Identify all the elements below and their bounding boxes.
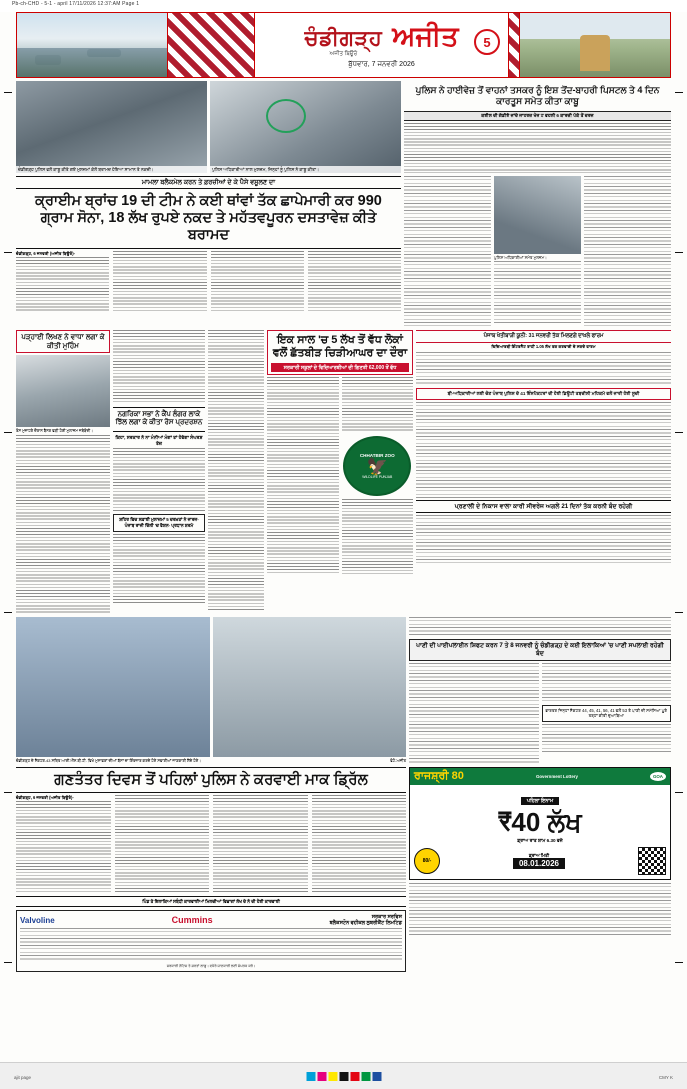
center-box-headline: ਇਕ ਸਾਲ 'ਚ 5 ਲੱਖ ਤੋਂ ਵੱਧ ਲੋਕਾਂ ਵਲੋਂ ਛੱਤਬੀੜ ਚਿੜੀਆਘਰ ਦਾ ਦੌਰਾ bbox=[272, 334, 408, 360]
print-registration-bar bbox=[0, 1062, 687, 1089]
top-photo-left-caption: ਚੰਡੀਗੜ੍ਹ ਪੁਲਿਸ ਵਲੋਂ ਕਾਬੂ ਕੀਤੇ ਗਏ ਮੁਲਜ਼ਮਾਂ ਕੋਲੋਂ ਬਰਾਮਦ ਹੋਇਆ ਸਾਮਾਨ ਤੇ ਨਕਦੀ। bbox=[16, 166, 207, 174]
lottery-state-code: GOA bbox=[650, 772, 666, 781]
bus-photo-caption: ਚੰਡੀਗੜ੍ਹ ਦੇ ਸੈਕਟਰ-43 ਸਥਿਤ ਆਈ.ਐੱਸ.ਬੀ.ਟੀ. ਵਿਖੇ ਮੁਸਾਫਰਾਂ ਦੀਆਂ ਬੱਸਾਂ ਦਾ ਇੰਤਜ਼ਾਰ ਕਰਦੇ ਹੋਏ ਸਵਾਰੀਆਂ ਜਾਣਕਾਰੀ ਲੈਂਦੇ ਹੋਏ। bbox=[16, 758, 201, 764]
bus-photo-right bbox=[213, 617, 407, 757]
bottom-headline: ਗਣਤੰਤਰ ਦਿਵਸ ਤੋਂ ਪਹਿਲਾਂ ਪੁਲਿਸ ਨੇ ਕਰਵਾਈ ਮਾਕ ਡ੍ਰਿੱਲ bbox=[54, 771, 368, 789]
mid-story-2-subhead: ਕਿਹਾ, ਸਰਕਾਰ ਨੇ ਨਾ ਮੰਨੀਆਂ ਮੰਗਾਂ ਤਾਂ ਹੋਵੇਗਾ ਸੰਘਰਸ਼ ਤੇਜ਼ bbox=[115, 434, 203, 446]
lottery-subheader: Government Lottery bbox=[535, 774, 578, 780]
lottery-price-badge: 80/- bbox=[414, 848, 440, 874]
masthead-pattern-right bbox=[508, 13, 520, 77]
page-body bbox=[0, 12, 687, 1063]
right-story3-headline: ਪ੍ਰਣਾਲੀ ਦੇ ਨਿਕਾਸ ਵਾਲਾ ਕਾਰੀ ਸੀਵਰੇਜ ਅਗਲੇ 21 ਦਿਨਾਂ ਤੱਕ ਕਰਨੀ ਬੰਦ ਰਹੇਗੀ bbox=[454, 502, 633, 510]
lottery-prize-label: ਪਹਿਲਾ ਇਨਾਮ bbox=[521, 797, 559, 805]
right-top-headline: ਪੁਲਿਸ ਨੇ ਹਾਈਵੇਜ਼ ਤੋਂ ਵਾਹਨਾਂ ਤਸਕਰ ਨੂੰ ਇਸ਼ ਤੋਂਦ-ਬਾਹਰੀ ਪਿਸਟਲ ਤੇ 4 ਦਿਨ ਕਾਰਤੂਸ ਸਮੇਤ ਕੀਤਾ ਕਾਬੂ bbox=[415, 85, 660, 107]
top-photo-left bbox=[16, 81, 207, 173]
ad-note: ਸਰਕਾਰੀ ਨੋਟਿਸ ਤੇ ਸ਼ਰਤਾਂ ਲਾਗੂ। ਵਧੇਰੇ ਜਾਣਕਾਰੀ ਲਈ ਸੰਪਰਕ ਕਰੋ। bbox=[166, 964, 256, 969]
bottom-footer-line: ਪਿੰਡ ਤੇ ਇਲਾਕਿਆਂ ਸਬੰਧੀ ਕਾਰਵਾਈਆਂ ਮਿਲਦੀਆਂ ਵਿਭਾਗਾਂ ਲੱਖ ਦੇ ਨੇ ਦੀ ਹੋਈ ਕਾਰਵਾਈ bbox=[142, 899, 280, 905]
mid-story-2-headline: ਨਗਰਿਕਾ ਸਭਾ ਨੇ ਕੈਂਪ ਲੰਗਰ ਲਾਕੇ ਝਿੱਲ ਲਗਾ ਕੇ ਕੀਤਾ ਰੋਸ ਪ੍ਰਦਰਸ਼ਨ bbox=[115, 411, 203, 427]
protest-photo bbox=[16, 355, 110, 427]
cmyk-color-bar bbox=[306, 1072, 381, 1081]
protest-photo-caption: ਰੋਸ ਮੁਜ਼ਾਹਰੇ ਦੌਰਾਨ ਬੈਨਰ ਫੜੀ ਹੋਈ ਮੁਲਾਜ਼ਮ ਜਥੇਬੰਦੀ। bbox=[16, 428, 93, 434]
highlight-circle bbox=[266, 99, 306, 133]
ad-lottery bbox=[409, 767, 671, 880]
center-box-subbar: ਸਰਕਾਰੀ ਸਕੂਲਾਂ ਦੇ ਵਿਦਿਆਰਥੀਆਂ ਦੀ ਗਿਣਤੀ 62,000 ਤੋਂ ਵੱਧ bbox=[271, 363, 409, 372]
ad-title: ਬਲੈਕਸਟੋਨ ਵਹੀਕਲ ਲੁਬਰੀਕੈਂਟ ਲਿਮਟਿਡ bbox=[329, 920, 402, 927]
mid-story-3-box: ਸ਼ਹਿਰ ਵਿਚ ਸਫ਼ਾਈ ਮੁਲਾਜ਼ਮਾਂ 5 ਦਰਖ਼ਤਾਂ ਨੇ ਜਾਰਜ-ਪੰਜਾਬ ਰਾਜੀ ਦਿੱਲੀ 'ਚ ਫੈਸ਼ਨ- ਪ੍ਰਧਾਨ ਸ਼ਰਮੇ bbox=[119, 517, 199, 528]
masthead-center bbox=[255, 13, 508, 77]
masthead-pattern-left bbox=[167, 13, 255, 77]
ad-company: ਸਰਕਾਰ ਸਰਵਿਸ bbox=[371, 914, 402, 921]
lottery-prize-amount: ₹40 ਲੱਖ bbox=[498, 807, 582, 838]
print-slug-text: Pb-ch-CHD - 5-1 - april 17/11/2026 12:37:AM Page 1 bbox=[12, 1, 140, 7]
lead-kicker: ਮਾਮਲਾ ਬਲੈਕਮੇਲ ਕਰਨ ਤੇ ਫ਼ਰਜ਼ੀਆਂ ਦੇ ਕੇ ਪੈਸੇ ਵਸੂਲਣ ਦਾ bbox=[141, 179, 276, 186]
masthead-title: ਅਜੀਤ bbox=[392, 20, 459, 51]
print-footer-left: ajit page bbox=[14, 1075, 32, 1080]
masthead-date: ਬੁੱਧਵਾਰ, 7 ਜਨਵਰੀ 2026 bbox=[348, 60, 415, 68]
lottery-draw-date: 08.01.2026 bbox=[513, 858, 565, 869]
print-footer-right: CMY K bbox=[658, 1075, 673, 1080]
right-story4-headline: ਪਾਣੀ ਦੀ ਪਾਈਪਲਾਈਨ ਸ਼ਿਫਟ ਕਰਨ 7 ਤੇ 8 ਜਨਵਰੀ ਨੂੰ ਚੰਡੀਗੜ੍ਹ ਦੇ ਕਈ ਇਲਾਕਿਆਂ 'ਚ ਪਾਣੀ ਸਪਲਾਈ ਰਹੇਗੀ ਬੰਦ bbox=[416, 642, 664, 658]
lottery-draw-label: ਡ੍ਰਾਅ ਮਿਤੀ bbox=[528, 853, 550, 859]
left-margin bbox=[0, 12, 16, 1063]
bus-photo-left bbox=[16, 617, 210, 757]
masthead-city-sub: ਅਜੀਤ ਬਿਊਰੋ bbox=[329, 50, 358, 57]
page-content: ਚੰਡੀਗੜ੍ਹ ਅਜੀਤ ਬਿਊਰੋ ਅਜੀਤ ਬੁੱਧਵਾਰ, 7 ਜਨਵਰੀ 2026 5 ਚੰਡੀਗੜ੍ਹ ਪੁਲਿਸ ਵਲੋਂ ਕਾਬੂ ਕੀਤੇ ਗਏ ਮੁਲਜ਼ਮਾਂ ਕੋਲੋਂ ਬਰਾਮਦ ਹੋਇਆ ਸਾਮਾਨ ਤੇ ਨਕਦੀ। ਪੁਲਿਸ ਅਧਿਕਾਰੀਆਂ ਨਾਲ ਮੁਲਜ਼ਮ, ਜਿਨ੍ਹਾਂ ਨੂੰ ਪੁਲਿਸ ਨੇ ਕਾਬੂ ਕੀਤਾ। ਪੁਲਿਸ ਨੇ ਹਾਈਵੇਜ਼ ਤੋਂ ਵਾਹਨਾਂ ਤਸਕਰ ਨੂੰ ਇਸ਼ ਤੋਂਦ-ਬਾਹਰੀ ਪਿਸਟਲ ਤੇ 4 ਦਿਨ ਕਾਰਤੂਸ ਸਮੇਤ ਕੀਤਾ ਕਾਬੂ ਕਈਲ ਦੀ ਗੱਡੀਏ ਜਾਂਦੇ ਜਾਹਰਜ਼ ਖੋਜ ਟ ਵਹਲੀ 6 ਕਾਰਜ਼ੀ ਪੱਕੇ ਤੋਂ ਦਰਜ ਮਾਮਲਾ ਬਲੈਕਮੇਲ ਕਰਨ ਤੇ ਫ਼ਰਜ਼ੀਆਂ ਦੇ ਕੇ ਪੈਸੇ ਵਸੂਲਣ ਦਾ ਕ੍ਰਾਈਮ ਬ੍ਰਾਂਚ 19 ਦੀ ਟੀਮ ਨੇ ਕਈ ਥਾਂਵਾਂ ਤੱਕ ਛਾਪੇਮਾਰੀ ਕਰ 990 ਗ੍ਰਾਮ ਸੋਨਾ, 18 ਲੱਖ ਰੁਪਏ ਨਕਦ ਤੇ ਮਹੱਤਵਪੂਰਨ ਦਸਤਾਵੇਜ਼ ਕੀਤੇ ਬਰਾਮਦ ਚੰਡੀਗੜ੍ਹ, 6 ਜਨਵਰੀ (ਅਜੀਤ ਬਿਊਰੋ)- ਪੁਲਿਸ ਅਧਿਕਾਰੀਆਂ ਸਮੇਤ ਮੁਲਜ਼ਮ। ਪੜ੍ਹਾਈ ਲਿਖਣ ਨੇ ਵਾਧਾ ਲਗਾ ਕੇ ਕੀਤੀ ਮੁਹਿੰਮ ਰੋਸ ਮੁਜ਼ਾਹਰੇ ਦੌਰਾਨ ਬੈਨਰ ਫੜੀ ਹੋਈ ਮੁਲਾਜ਼ਮ ਜਥੇਬੰਦੀ। ਨਗਰਿਕਾ ਸਭਾ ਨੇ ਕੈਂਪ ਲੰਗਰ ਲਾਕੇ ਝਿੱਲ ਲਗਾ ਕੇ ਕੀਤਾ ਰੋਸ ਪ੍ਰਦਰਸ਼ਨ ਕਿਹਾ, ਸਰਕਾਰ ਨੇ ਨਾ ਮੰਨੀਆਂ ਮੰਗਾਂ ਤਾਂ ਹੋਵੇਗਾ ਸੰਘਰਸ਼ ਤੇਜ਼ ਸ਼ਹਿਰ ਵਿਚ ਸਫ਼ਾਈ ਮੁਲਾਜ਼ਮਾਂ 5 ਦਰਖ਼ਤਾਂ ਨੇ ਜਾਰਜ-ਪੰਜਾਬ ਰਾਜੀ ਦਿੱਲੀ 'ਚ ਫੈਸ਼ਨ- ਪ੍ਰਧਾਨ ਸ਼ਰਮੇ ਇਕ ਸਾਲ 'ਚ 5 ਲੱਖ ਤੋਂ ਵੱਧ ਲੋਕਾਂ ਵਲੋਂ ਛੱਤਬੀੜ ਚਿੜੀਆਘਰ ਦਾ ਦੌਰਾ ਸਰਕਾਰੀ ਸਕੂਲਾਂ ਦੇ ਵਿਦਿਆਰਥੀਆਂ ਦੀ ਗਿਣਤੀ 62,000 ਤੋਂ ਵੱਧ CHHATBIR ZOO 🦅 WILDLIFE PUNJAB ਪੰਜਾਬ ਖੇਤੀਬਾੜੀ ਯੂਨੀ: 31 ਜਨਵਰੀ ਤੱਕ ਮਿਲਣਗੇ ਦਾਖ਼ਲੇ ਫਾਰਮ ਵਿਦਿਆਰਥੀ ਇੰਟਰਨੈੱਟ ਰਾਹੀਂ 1.05 ਲੱਖ ਤਕ ਕਰਵਾਈ ਦੇ ਸਕਦੇ ਫਾਰਮ ਬੀ-ਅਧਿਕਾਰੀਆਂ ਲਈ ਚੋਣ ਪੰਜਾਬ ਪੁਲਿਸ ਦੇ 41 ਇੰਸਪੈਕਟਰਾਂ ਦੀ ਹੋਈ ਡਿਊਟੀ ਤਬਦੀਲੀ ਮਹਿਕਮੇ ਵਲੋਂ ਜਾਰੀ ਹੋਈ ਸੂਚੀ ਪ੍ਰਣਾਲੀ ਦੇ ਨਿਕਾਸ ਵਾਲਾ ਕਾਰੀ ਸੀਵਰੇਜ ਅਗਲੇ 21 ਦਿਨਾਂ ਤੱਕ ਕਰਨੀ ਬੰਦ ਰਹੇਗੀ ਚੰਡੀਗੜ੍ਹ ਦੇ ਸੈਕਟਰ-43 ਸਥਿਤ ਆਈ.ਐੱਸ.ਬੀ.ਟੀ. ਵਿਖੇ ਮੁਸਾਫਰਾਂ ਦੀਆਂ ਬੱਸਾਂ ਦਾ ਇੰਤਜ਼ਾਰ ਕਰਦੇ ਹੋਏ ਸਵਾਰੀਆਂ ਜਾਣਕਾਰੀ ਲੈਂਦੇ ਹੋਏ। ਫੋਟੋ-ਅਜੀਤ ਪਾਣੀ ਦੀ ਪਾਈਪਲਾਈਨ ਸ਼ਿਫਟ ਕਰਨ 7 ਤੇ 8 ਜਨਵਰੀ ਨੂੰ ਚੰਡੀਗੜ੍ਹ ਦੇ ਕਈ ਇਲਾਕਿਆਂ 'ਚ ਪਾਣੀ ਸਪਲਾਈ ਰਹੇਗੀ ਬੰਦ ਭਾਰਤਰ ਜਿਨ੍ਹਾਂ ਸੈਕਟਰ 44, 45, 41, 56, 41 ਵਲੋਂ 53 ਤੇ ਪਾਣੀ ਦੀ ਸਮੱਸਿਆ ਪੂਰੇ ਤਰ੍ਹਾਂ ਕੀਤੀ ਦੁਆਬਿਆ ਗਣਤੰਤਰ ਦਿਵਸ ਤੋਂ ਪਹਿਲਾਂ ਪੁਲਿਸ ਨੇ ਕਰਵਾਈ ਮਾਕ ਡ੍ਰਿੱਲ ਚੰਡੀਗੜ੍ਹ, 6 ਜਨਵਰੀ (ਅਜੀਤ ਬਿਊਰੋ)- ਪਿੰਡ ਤੇ ਇਲਾਕਿਆਂ ਸਬੰਧੀ ਕਾਰਵਾਈਆਂ ਮਿਲਦੀਆਂ ਵਿਭਾਗਾਂ ਲੱਖ ਦੇ ਨੇ ਦੀ ਹੋਈ ਕਾਰਵਾਈ Valvoline Cummins ਸਰਕਾਰ ਸਰਵਿਸ ਬਲੈਕਸਟੋਨ ਵਹੀਕਲ ਲੁਬਰੀਕੈਂਟ ਲਿਮਟਿਡ ਸਰਕਾਰੀ ਨੋਟਿਸ ਤੇ ਸ਼ਰਤਾਂ ਲਾਗੂ। ਵਧੇਰੇ ਜਾਣਕਾਰੀ ਲਈ ਸੰਪਰਕ ਕਰੋ। ਰਾਜਸ਼੍ਰੀ 80 Government Lottery GOA ਪਹਿਲਾ ਇਨਾਮ ₹40 ਲੱਖ ਡ੍ਰਾਅ ਰਾਤ ਸ਼ਾਮ 6.30 ਵਜੇ 80/- ਡ੍ਰਾਅ ਮਿਤੀ 08.01.2026 bbox=[16, 12, 671, 1063]
mid-left-headline: ਪੜ੍ਹਾਈ ਲਿਖਣ ਨੇ ਵਾਧਾ ਲਗਾ ਕੇ ਕੀਤੀ ਮੁਹਿੰਮ bbox=[21, 332, 105, 350]
right-mid-note: ਭਾਰਤਰ ਜਿਨ੍ਹਾਂ ਸੈਕਟਰ 44, 45, 41, 56, 41 ਵਲੋਂ 53 ਤੇ ਪਾਣੀ ਦੀ ਸਮੱਸਿਆ ਪੂਰੇ ਤਰ੍ਹਾਂ ਕੀਤੀ ਦੁਆਬਿਆ bbox=[545, 707, 667, 719]
page-number-badge: 5 bbox=[474, 29, 500, 55]
bus-photo-credit: ਫੋਟੋ-ਅਜੀਤ bbox=[390, 758, 406, 764]
lead-headline: ਕ੍ਰਾਈਮ ਬ੍ਰਾਂਚ 19 ਦੀ ਟੀਮ ਨੇ ਕਈ ਥਾਂਵਾਂ ਤੱਕ ਛਾਪੇਮਾਰੀ ਕਰ 990 ਗ੍ਰਾਮ ਸੋਨਾ, 18 ਲੱਖ ਰੁਪਏ ਨਕਦ ਤੇ ਮਹੱਤਵਪੂਰਨ ਦਸਤਾਵੇਜ਼ ਕੀਤੇ ਬਰਾਮਦ bbox=[35, 192, 382, 243]
right-margin bbox=[671, 12, 687, 1063]
right-story2-headline: ਬੀ-ਅਧਿਕਾਰੀਆਂ ਲਈ ਚੋਣ ਪੰਜਾਬ ਪੁਲਿਸ ਦੇ 41 ਇੰਸਪੈਕਟਰਾਂ ਦੀ ਹੋਈ ਡਿਊਟੀ ਤਬਦੀਲੀ ਮਹਿਕਮੇ ਵਲੋਂ ਜਾਰੀ ਹੋਈ ਸੂਚੀ bbox=[447, 390, 640, 396]
masthead-photo-right bbox=[520, 13, 670, 77]
ad-brand-cummins: Cummins bbox=[171, 915, 213, 926]
masthead bbox=[16, 12, 671, 78]
right-story1-subhead: ਵਿਦਿਆਰਥੀ ਇੰਟਰਨੈੱਟ ਰਾਹੀਂ 1.05 ਲੱਖ ਤਕ ਕਰਵਾਈ ਦੇ ਸਕਦੇ ਫਾਰਮ bbox=[491, 343, 596, 349]
lottery-tagline: ਡ੍ਰਾਅ ਰਾਤ ਸ਼ਾਮ 6.30 ਵਜੇ bbox=[517, 838, 563, 844]
chhatbir-zoo-logo: CHHATBIR ZOO 🦅 WILDLIFE PUNJAB bbox=[343, 436, 411, 496]
top-photo-right bbox=[210, 81, 401, 173]
ad-bottom-left bbox=[16, 910, 406, 972]
masthead-city: ਚੰਡੀਗੜ੍ਹ bbox=[304, 26, 383, 50]
bottom-byline: ਚੰਡੀਗੜ੍ਹ, 6 ਜਨਵਰੀ (ਅਜੀਤ ਬਿਊਰੋ)- bbox=[16, 795, 74, 801]
lottery-header: ਰਾਜਸ਼੍ਰੀ 80 bbox=[414, 770, 464, 783]
right-story1-headline: ਪੰਜਾਬ ਖੇਤੀਬਾੜੀ ਯੂਨੀ: 31 ਜਨਵਰੀ ਤੱਕ ਮਿਲਣਗੇ ਦਾਖ਼ਲੇ ਫਾਰਮ bbox=[483, 333, 604, 339]
ad-brand-valvoline: Valvoline bbox=[20, 915, 55, 925]
qr-code-icon bbox=[638, 847, 666, 875]
masthead-photo-left bbox=[17, 13, 167, 77]
police-photo bbox=[494, 176, 581, 254]
lead-byline: ਚੰਡੀਗੜ੍ਹ, 6 ਜਨਵਰੀ (ਅਜੀਤ ਬਿਊਰੋ)- bbox=[16, 250, 76, 256]
top-photo-right-caption: ਪੁਲਿਸ ਅਧਿਕਾਰੀਆਂ ਨਾਲ ਮੁਲਜ਼ਮ, ਜਿਨ੍ਹਾਂ ਨੂੰ ਪੁਲਿਸ ਨੇ ਕਾਬੂ ਕੀਤਾ। bbox=[210, 166, 401, 174]
right-top-subbar: ਕਈਲ ਦੀ ਗੱਡੀਏ ਜਾਂਦੇ ਜਾਹਰਜ਼ ਖੋਜ ਟ ਵਹਲੀ 6 ਕਾਰਜ਼ੀ ਪੱਕੇ ਤੋਂ ਦਰਜ bbox=[404, 111, 671, 121]
